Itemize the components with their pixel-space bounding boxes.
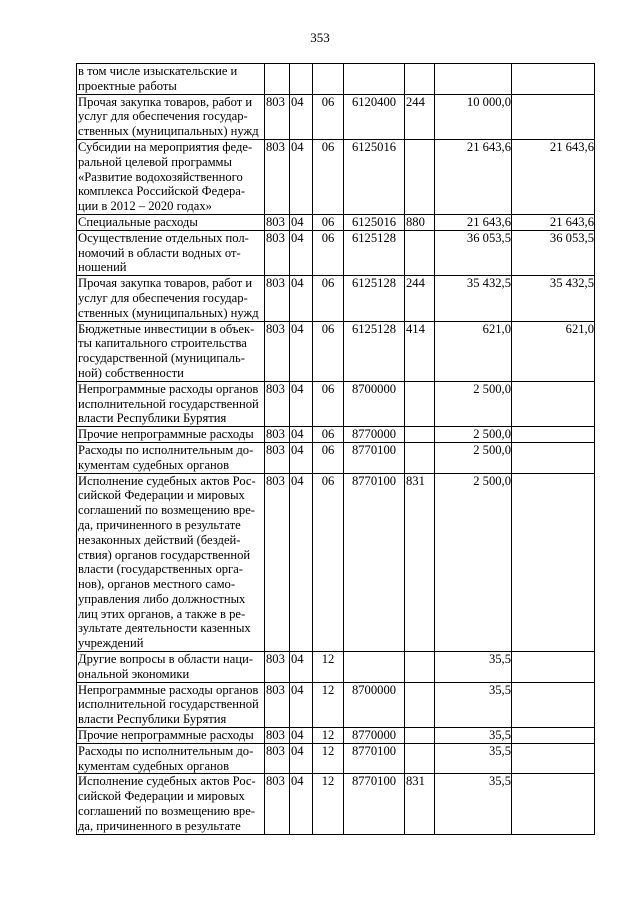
amount-1: 21 643,6 [435, 139, 512, 214]
dept-code: 803 [265, 728, 290, 744]
amount-1: 2 500,0 [435, 442, 512, 473]
dept-code: 803 [265, 381, 290, 426]
expense-type [405, 743, 435, 774]
amount-2 [512, 774, 595, 834]
subsection-code: 06 [313, 214, 344, 230]
amount-1: 35,5 [435, 682, 512, 727]
target-article: 8700000 [344, 381, 405, 426]
expense-type: 880 [405, 214, 435, 230]
table-row [77, 442, 595, 473]
amount-1 [435, 64, 512, 95]
section-code: 04 [290, 230, 313, 275]
amount-1: 35,5 [435, 728, 512, 744]
expense-type [405, 427, 435, 443]
dept-code: 803 [265, 214, 290, 230]
row-name: Прочие непрограммные расходы [77, 728, 265, 744]
target-article [344, 652, 405, 683]
row-name: Субсидии на мероприятия феде- ральной целевой программы «Развитие водохозяйственного комплекса Российской Федера- ции в 2012 – 2020 годах» [77, 139, 265, 214]
dept-code: 803 [265, 321, 290, 381]
amount-1: 35 432,5 [435, 276, 512, 321]
subsection-code: 06 [313, 381, 344, 426]
expense-type: 831 [405, 774, 435, 834]
amount-2: 36 053,5 [512, 230, 595, 275]
subsection-code: 12 [313, 652, 344, 683]
amount-2 [512, 94, 595, 139]
expense-type [405, 139, 435, 214]
expense-type [405, 652, 435, 683]
table-row [77, 682, 595, 727]
section-code: 04 [290, 442, 313, 473]
table-row [77, 652, 595, 683]
dept-code: 803 [265, 139, 290, 214]
section-code [290, 64, 313, 95]
target-article: 8770000 [344, 427, 405, 443]
amount-1: 35,5 [435, 652, 512, 683]
expense-type [405, 728, 435, 744]
row-name: Другие вопросы в области наци- ональной экономики [77, 652, 265, 683]
subsection-code: 06 [313, 94, 344, 139]
target-article: 8770100 [344, 442, 405, 473]
amount-1: 10 000,0 [435, 94, 512, 139]
dept-code: 803 [265, 774, 290, 834]
dept-code: 803 [265, 276, 290, 321]
section-code: 04 [290, 214, 313, 230]
amount-1: 2 500,0 [435, 473, 512, 652]
row-name: Осуществление отдельных пол- номочий в области водных от- ношений [77, 230, 265, 275]
amount-1: 621,0 [435, 321, 512, 381]
amount-2 [512, 473, 595, 652]
target-article: 6120400 [344, 94, 405, 139]
target-article: 8770100 [344, 743, 405, 774]
target-article: 8770100 [344, 473, 405, 652]
section-code: 04 [290, 473, 313, 652]
row-name: Бюджетные инвестиции в объек- ты капитального строительства государственной (муниципаль- ной) собственности [77, 321, 265, 381]
subsection-code: 06 [313, 276, 344, 321]
expense-type [405, 64, 435, 95]
expense-type [405, 230, 435, 275]
amount-2: 21 643,6 [512, 139, 595, 214]
row-name: Прочие непрограммные расходы [77, 427, 265, 443]
section-code: 04 [290, 743, 313, 774]
amount-1: 2 500,0 [435, 427, 512, 443]
amount-2 [512, 682, 595, 727]
amount-2 [512, 427, 595, 443]
amount-2: 35 432,5 [512, 276, 595, 321]
amount-1: 35,5 [435, 743, 512, 774]
amount-2: 621,0 [512, 321, 595, 381]
target-article [344, 64, 405, 95]
subsection-code: 12 [313, 743, 344, 774]
amount-2 [512, 64, 595, 95]
row-name: Расходы по исполнительным до- кументам судебных органов [77, 442, 265, 473]
dept-code: 803 [265, 682, 290, 727]
dept-code [265, 64, 290, 95]
table-row [77, 774, 595, 834]
table-row [77, 743, 595, 774]
subsection-code: 06 [313, 321, 344, 381]
expense-type: 244 [405, 276, 435, 321]
row-name: Непрограммные расходы органов исполнительной государственной власти Республики Бурятия [77, 381, 265, 426]
row-name: Расходы по исполнительным до- кументам судебных органов [77, 743, 265, 774]
subsection-code: 06 [313, 442, 344, 473]
expense-type [405, 442, 435, 473]
target-article: 8770100 [344, 774, 405, 834]
row-name: Исполнение судебных актов Рос- сийской Федерации и мировых соглашений по возмещению вре- да, причиненного в результате [77, 774, 265, 834]
page-number: 353 [310, 30, 330, 45]
subsection-code: 06 [313, 139, 344, 214]
table-row [77, 321, 595, 381]
amount-2 [512, 743, 595, 774]
amount-2 [512, 381, 595, 426]
row-name: в том числе изыскательские и проектные работы [77, 64, 265, 95]
amount-2: 21 643,6 [512, 214, 595, 230]
amount-2 [512, 652, 595, 683]
row-name: Непрограммные расходы органов исполнительной государственной власти Республики Бурятия [77, 682, 265, 727]
subsection-code: 06 [313, 473, 344, 652]
table-row [77, 64, 595, 95]
table-row [77, 230, 595, 275]
expense-type [405, 682, 435, 727]
section-code: 04 [290, 139, 313, 214]
dept-code: 803 [265, 743, 290, 774]
table-row [77, 94, 595, 139]
subsection-code: 12 [313, 728, 344, 744]
row-name: Прочая закупка товаров, работ и услуг для обеспечения государ- ственных (муниципальных) нужд [77, 276, 265, 321]
target-article: 6125128 [344, 230, 405, 275]
table-row [77, 427, 595, 443]
subsection-code: 06 [313, 230, 344, 275]
dept-code: 803 [265, 473, 290, 652]
table-row [77, 381, 595, 426]
table-row [77, 276, 595, 321]
amount-1: 2 500,0 [435, 381, 512, 426]
table-row [77, 139, 595, 214]
section-code: 04 [290, 321, 313, 381]
section-code: 04 [290, 381, 313, 426]
subsection-code: 12 [313, 774, 344, 834]
table-row [77, 473, 595, 652]
target-article: 8700000 [344, 682, 405, 727]
expense-type [405, 381, 435, 426]
row-name: Исполнение судебных актов Рос- сийской Федерации и мировых соглашений по возмещению вре- да, причиненного в результате незаконных действий (бездей- ствия) органов государственной власти (государственных орга- нов), органов местного само- управления либо должностных лиц этих органов, а также в ре- зультате деятельности казенных учреждений [77, 473, 265, 652]
section-code: 04 [290, 774, 313, 834]
table-row [77, 214, 595, 230]
table-row [77, 728, 595, 744]
amount-2 [512, 442, 595, 473]
amount-1: 36 053,5 [435, 230, 512, 275]
subsection-code [313, 64, 344, 95]
target-article: 6125016 [344, 139, 405, 214]
target-article: 6125128 [344, 321, 405, 381]
expense-type: 244 [405, 94, 435, 139]
subsection-code: 12 [313, 682, 344, 727]
target-article: 6125016 [344, 214, 405, 230]
target-article: 6125128 [344, 276, 405, 321]
section-code: 04 [290, 728, 313, 744]
amount-1: 35,5 [435, 774, 512, 834]
row-name: Прочая закупка товаров, работ и услуг для обеспечения государ- ственных (муниципальных) нужд [77, 94, 265, 139]
target-article: 8770000 [344, 728, 405, 744]
dept-code: 803 [265, 427, 290, 443]
expense-type: 831 [405, 473, 435, 652]
expense-type: 414 [405, 321, 435, 381]
dept-code: 803 [265, 652, 290, 683]
row-name: Специальные расходы [77, 214, 265, 230]
budget-table [76, 63, 595, 835]
dept-code: 803 [265, 442, 290, 473]
amount-2 [512, 728, 595, 744]
dept-code: 803 [265, 94, 290, 139]
amount-1: 21 643,6 [435, 214, 512, 230]
section-code: 04 [290, 682, 313, 727]
section-code: 04 [290, 427, 313, 443]
section-code: 04 [290, 652, 313, 683]
dept-code: 803 [265, 230, 290, 275]
section-code: 04 [290, 276, 313, 321]
subsection-code: 06 [313, 427, 344, 443]
section-code: 04 [290, 94, 313, 139]
